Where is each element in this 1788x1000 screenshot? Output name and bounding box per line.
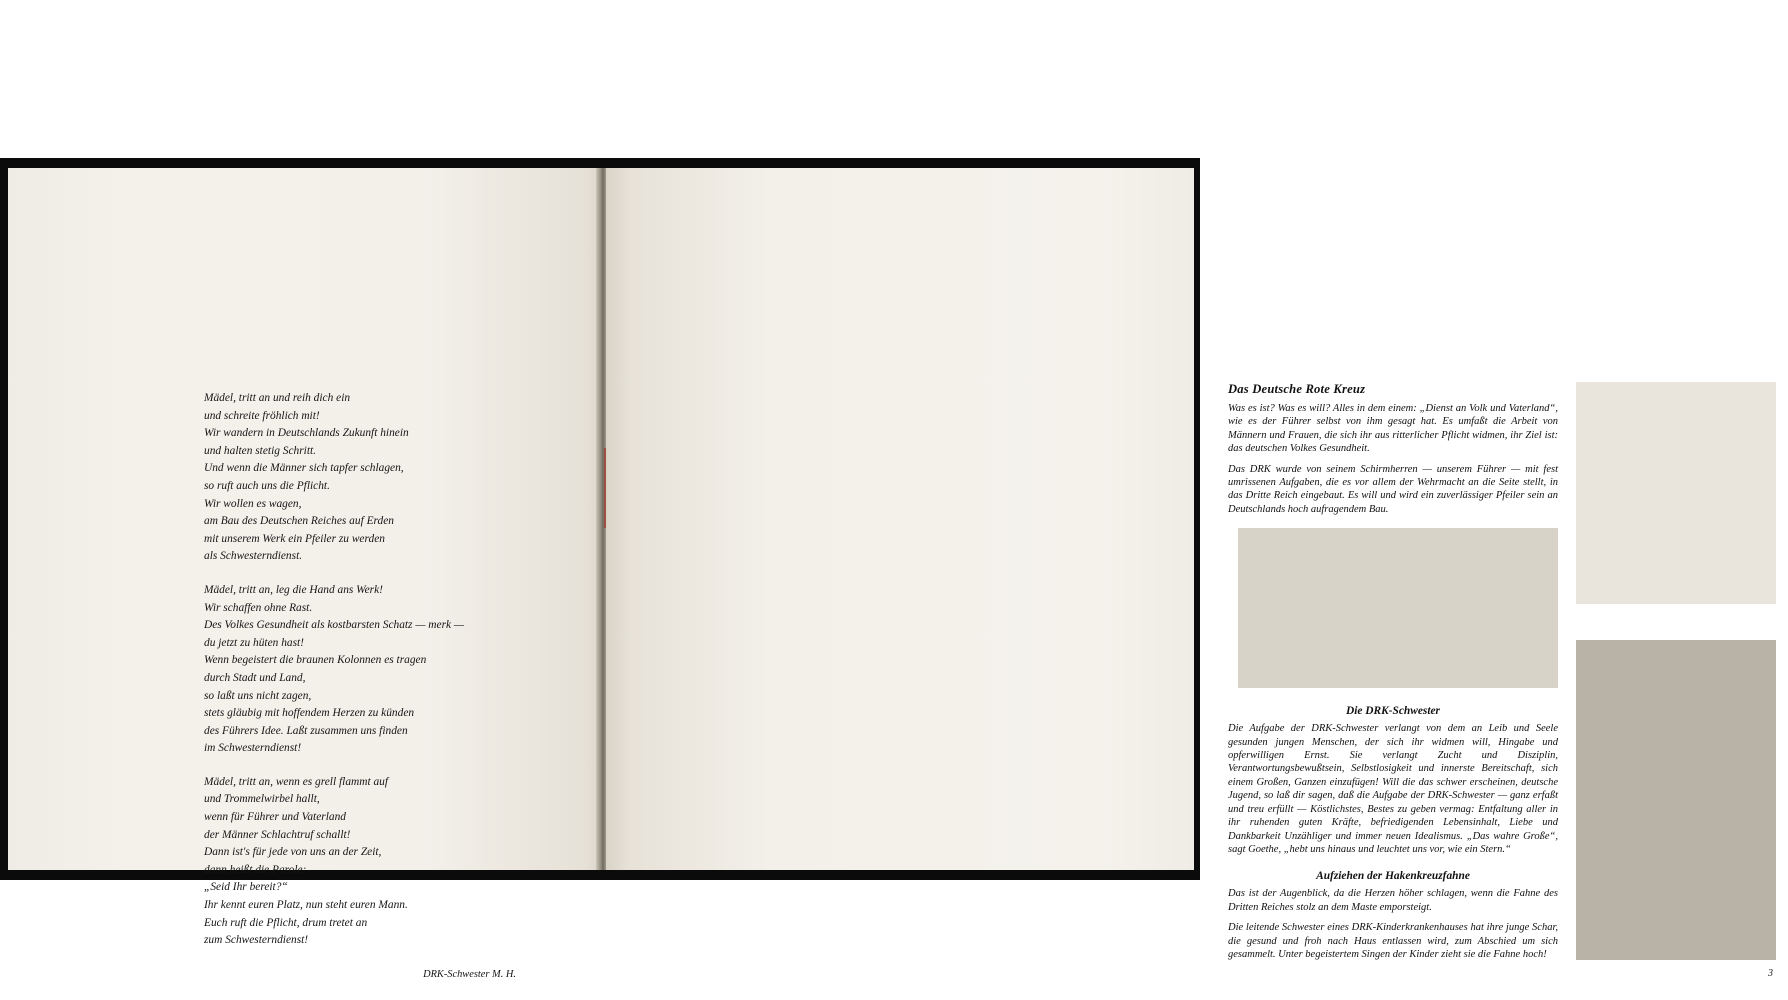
poem-line: Wir schaffen ohne Rast. [204,601,313,614]
drk-schwester-poster-photo [1238,528,1558,688]
poem-line: Mädel, tritt an und reih dich ein [204,392,351,404]
poem-line: so ruft auch uns die Pflicht. [204,479,330,492]
poem-line: am Bau des Deutschen Reiches auf Erden [204,515,395,528]
poem-line: Dann ist's für jede von uns an der Zeit, [204,846,382,859]
poem-signature: DRK-Schwester M. H. [423,968,516,980]
poem-stanza [204,390,534,566]
poem-line: so laßt uns nicht zagen, [204,689,312,702]
poem-line: wenn für Führer und Vaterland [204,811,346,824]
poem-line: Des Volkes Gesundheit als kostbarsten Schatz — merk — [204,619,465,632]
poem-line: als Schwesterndienst. [204,550,303,563]
section-heading-schwester: Die DRK-Schwester [1346,705,1440,718]
poem-line: Mädel, tritt an, wenn es grell flammt auf [204,775,389,788]
flag-raising-photo [1576,640,1776,960]
poem-line: Euch ruft die Pflicht, drum tretet an [204,916,368,929]
poem-stanza [204,774,534,950]
drk-eagle-emblem-photo [1576,382,1776,604]
paragraph: Was es ist? Was es will? Alles in dem einem: „Dienst an Volk und Vaterland“, wie es der Führer selbst von ihm gesagt hat. Es umfaßt die Arbeit von Männern und Frauen, die sich ihr aus ritterlicher Pflicht widmen, ihr Ziel ist: das deutschen Volkes Gesundheit. [1228,403,1558,455]
poem-line: Wir wandern in Deutschlands Zukunft hinein [204,427,409,440]
poem-line: zum Schwesterndienst! [204,934,309,947]
poem-stanza [204,582,534,758]
poem-line: Mädel, tritt an, leg die Hand ans Werk! [204,583,383,596]
section-heading-drk: Das Deutsche Rote Kreuz [1228,382,1366,396]
poem-line: Ihr kennt euren Platz, nun steht euren Mann. [204,899,408,912]
poem-line: Wir wollen es wagen, [204,497,302,510]
poem-line: der Männer Schlachtruf schallt! [204,828,351,841]
page-number: 3 [1768,968,1773,979]
paragraph: Das ist der Augenblick, da die Herzen höher schlagen, wenn die Fahne des Dritten Reiches stolz an dem Maste emporsteigt. [1228,888,1558,913]
poem-block [204,390,534,983]
poem-line: und Trommelwirbel hallt, [204,793,320,806]
poem-line: stets gläubig mit hoffendem Herzen zu künden [204,707,415,720]
paragraph: Die leitende Schwester eines DRK-Kinderkrankenhauses hat ihre junge Schar, die gesund und froh nach Haus entlassen wird, zum Abschied um sich gesammelt. Unter begeistertem Singen der Kinder zieht sie die Fahne hoch! [1228,922,1558,960]
section-heading-fahne: Aufziehen der Hakenkreuzfahne [1316,870,1470,883]
paragraph: Das DRK wurde von seinem Schirmherren — unserem Führer — mit fest umrissenen Aufgaben, die es vor allem der Wehrmacht an die Seite stellt, in das Dritte Reich eingebaut. Es will und wird ein zuverlässiger Pfeiler sein an Deutschlands hoch aufragendem Bau. [1228,463,1558,515]
poem-line: mit unserem Werk ein Pfeiler zu werden [204,532,385,545]
poem-line: Und wenn die Männer sich tapfer schlagen, [204,462,404,475]
left-page [8,168,604,980]
poem-line: durch Stadt und Land, [204,671,306,684]
poem-line: und halten stetig Schritt. [204,444,316,457]
poem-line: des Führers Idee. Laßt zusammen uns finden [204,724,408,737]
poem-line: „Seid Ihr bereit?“ [204,881,288,894]
book-spread [0,158,1773,980]
right-page [606,168,1773,979]
poem-line: du jetzt zu hüten hast! [204,636,304,649]
paragraph: Die Aufgabe der DRK-Schwester verlangt von dem an Leib und Seele gesunden jungen Menschen, der sich ihr widmen will, Hingabe und opferwilligen Ernst. Sie verlangt Zucht und Disziplin, Verantwortungsbewußtsein, Selbstlosigkeit und innerste Bereitschaft, sich einem Großen, Ganzen einzufügen! Will die das schwer erscheinen, deutsche Jugend, so laß dir sagen, daß die Aufgabe der DRK-Schwester — ganz erfaßt und treu erfüllt — Köstlichstes, Bestes zu geben vermag: Entfaltung aller in ihr ruhenden guten Kräfte, befriedigenden Lebensinhalt, Liebe und Dankbarkeit Unzähliger und immer neuen Idealismus. „Das wahre Große“, sagt Goethe, „hebt uns hinaus und leuchtet uns vor, wie ein Stern.“ [1228,723,1558,855]
poem-line: Wenn begeistert die braunen Kolonnen es tragen [204,654,427,667]
poem-line: und schreite fröhlich mit! [204,409,320,422]
poem-line: im Schwesterndienst! [204,742,302,755]
poem-line: dann heißt die Parole: [204,863,307,876]
